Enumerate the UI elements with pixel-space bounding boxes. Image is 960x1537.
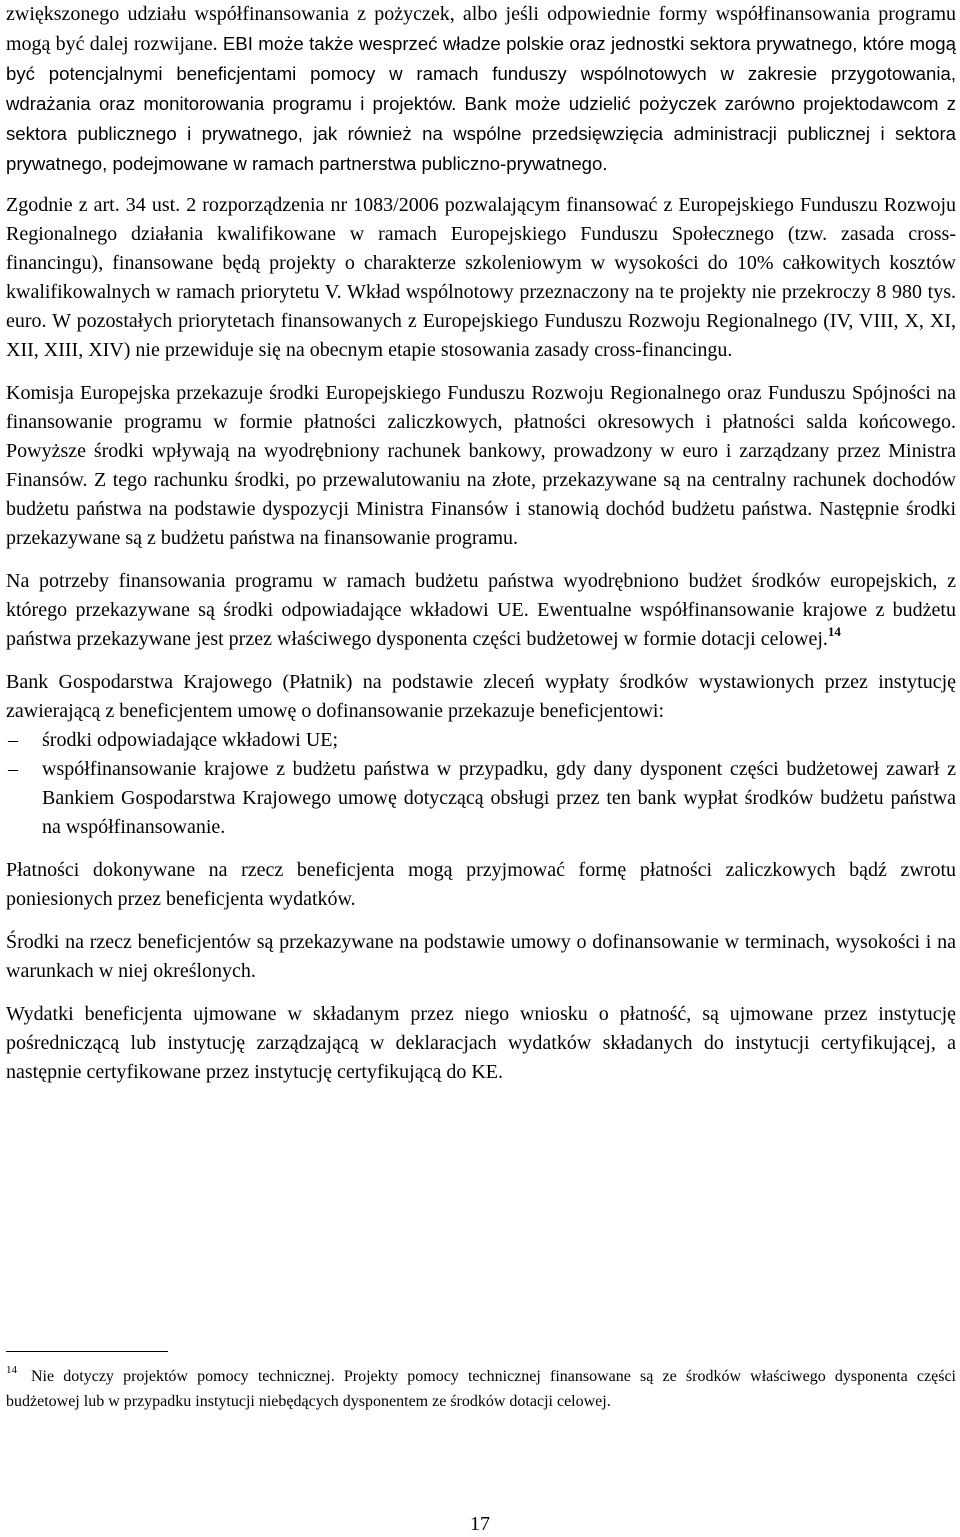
document-page [6,0,956,1087]
paragraph-cross-financing: Zgodnie z art. 34 ust. 2 rozporządzenia nr 1083/2006 pozwalającym finansować z Europejskiego Funduszu Rozwoju Regionalnego działania kwalifikowane w ramach Europejskiego Funduszu Społecznego (tzw. zasada cross-financingu), finansowane będą projekty o charakterze szkoleniowym w wysokości do 10% całkowitych kosztów kwalifikowalnych w ramach priorytetu V. Wkład wspólnotowy przeznaczony na te projekty nie przekroczy 8 980 tys. euro. W pozostałych priorytetach finansowanych z Europejskiego Funduszu Rozwoju Regionalnego (IV, VIII, X, XI, XII, XIII, XIV) nie przewiduje się na obecnym etapie stosowania zasady cross-financingu. [6,194,956,361]
dash-bullet: – [8,729,18,751]
paragraph-expenditure-certification: Wydatki beneficjenta ujmowane w składanym przez niego wniosku o płatność, są ujmowane przez instytucję pośredniczącą lub instytucję zarządzającą w deklaracjach wydatków składanych do instytucji certyfikującej, a następnie certyfikowane przez instytucję certyfikującą do KE. [6,1003,956,1083]
paragraph-commission-transfers: Komisja Europejska przekazuje środki Europejskiego Funduszu Rozwoju Regionalnego oraz Funduszu Spójności na finansowanie programu w formie płatności zaliczkowych, płatności okresowych i płatności salda końcowego. Powyższe środki wpływają na wyodrębniony rachunek bankowy, prowadzony w euro i zarządzany przez Ministra Finansów. Z tego rachunku środki, po przewalutowaniu na złote, przekazywane są na centralny rachunek dochodów budżetu państwa na podstawie dyspozycji Ministra Finansów i stanowią dochód budżetu państwa. Następnie środki przekazywane są z budżetu państwa na finansowanie programu. [6,382,956,549]
paragraph-ebi-financing [6,0,956,179]
footnote-text: Nie dotyczy projektów pomocy technicznej. Projekty pomocy technicznej finansowane są ze środków właściwego dysponenta części budżetowej lub w przypadku instytucji niebędących dysponentem ze środków dotacji celowej. [6,1368,956,1410]
paragraph-ebi-serif-text: zwiększonego udziału współfinansowania z pożyczek, albo jeśli odpowiednie formy współfinansowania programu mogą być dalej rozwijane. [6,3,956,55]
footnote-number: 14 [6,1364,17,1376]
page-number: 17 [470,1513,490,1535]
list-item-text: współfinansowanie krajowe z budżetu państwa w przypadku, gdy dany dysponent części budżetowej zawarł z Bankiem Gospodarstwa Krajowego umowę dotyczącą obsługi przez ten bank wypłat środków budżetu państwa na współfinansowanie. [42,758,956,838]
footnote-14 [6,1364,956,1414]
paragraph-funds-transfer-terms: Środki na rzecz beneficjentów są przekazywane na podstawie umowy o dofinansowanie w terminach, wysokości i na warunkach w niej określonych. [6,931,956,982]
paragraph-budget-text: Na potrzeby finansowania programu w ramach budżetu państwa wyodrębniono budżet środków europejskich, z którego przekazywane są środki odpowiadające wkładowi UE. Ewentualne współfinansowanie krajowe z budżetu państwa przekazywane jest przez właściwego dysponenta części budżetowej w formie dotacji celowej. [6,570,956,650]
dash-bullet: – [8,758,18,780]
list-item-text: środki odpowiadające wkładowi UE; [42,729,339,751]
paragraph-bgk-payer: Bank Gospodarstwa Krajowego (Płatnik) na podstawie zleceń wypłaty środków wystawionych przez instytucję zawierającą z beneficjentem umowę o dofinansowanie przekazuje beneficjentowi: [6,671,956,722]
paragraph-ebi-sans-text: EBI może także wesprzeć władze polskie oraz jednostki sektora prywatnego, które mogą być potencjalnymi beneficjentami pomocy w ramach funduszy wspólnotowych w zakresie przygotowania, wdrażania oraz monitorowania programu i projektów. Bank może udzielić pożyczek zarówno projektodawcom z sektora publicznego i prywatnego, jak również na wspólne przedsięwzięcia administracji publicznej i sektora prywatnego, podejmowane w ramach partnerstwa publiczno-prywatnego. [6,33,956,174]
bgk-transfer-list [6,726,956,842]
footnote-reference[interactable]: 14 [827,624,841,639]
footnote-separator [6,1351,168,1352]
list-item [6,726,956,755]
list-item [6,755,956,842]
paragraph-payment-forms: Płatności dokonywane na rzecz beneficjenta mogą przyjmować formę płatności zaliczkowych bądź zwrotu poniesionych przez beneficjenta wydatków. [6,859,956,910]
paragraph-budget-of-european-funds [6,567,956,654]
